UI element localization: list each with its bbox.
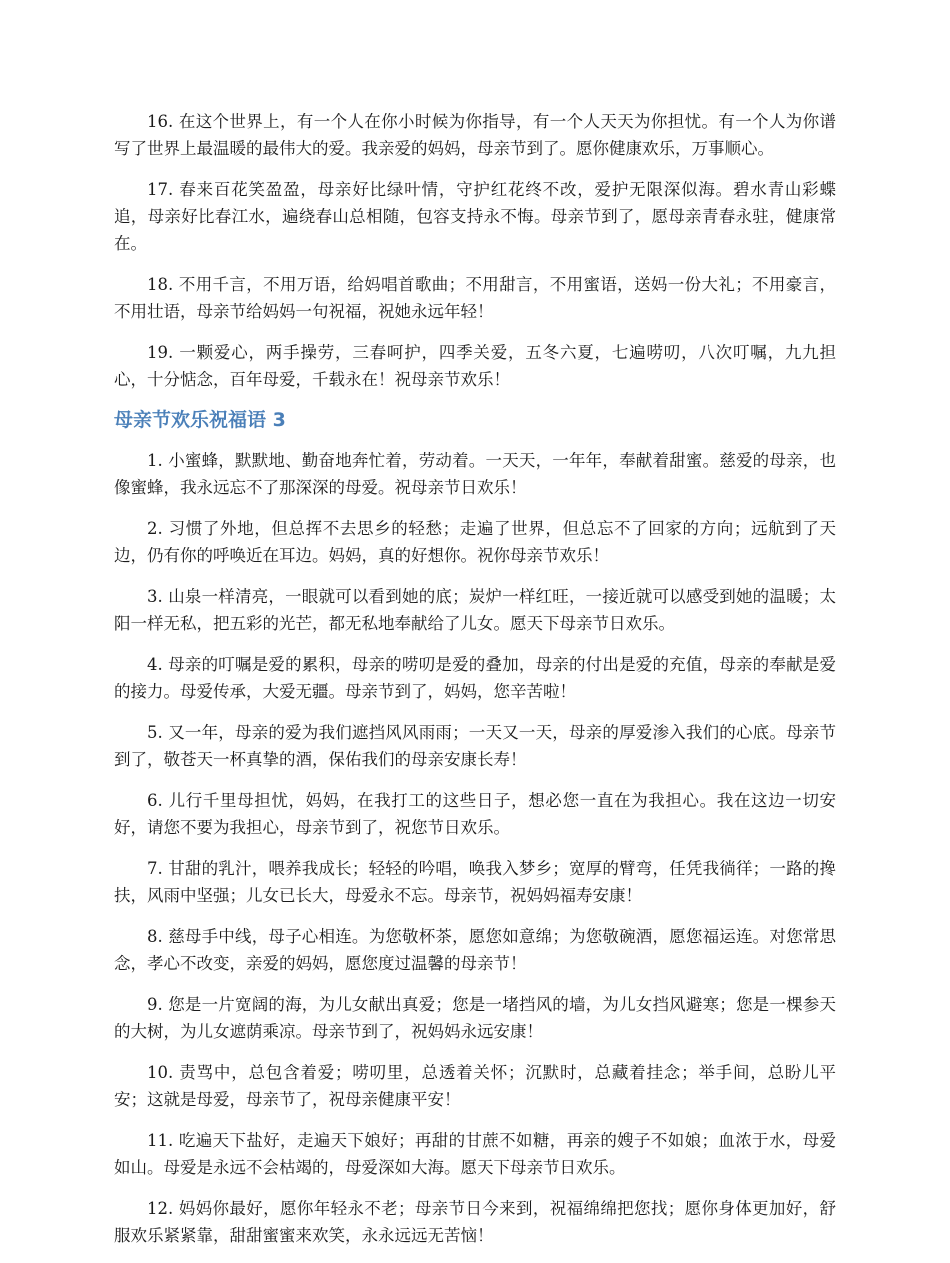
paragraph-17: 17. 春来百花笑盈盈，母亲好比绿叶情，守护红花终不改，爱护无限深似海。碧水青山彩蝶追，母亲好比春江水，遍绕春山总相随，包容支持永不悔。母亲节到了，愿母亲青春永驻，健康常在。: [114, 180, 836, 253]
paragraph-16: 16. 在这个世界上，有一个人在你小时候为你指导，有一个人天天为你担忧。有一个人为你谱写了世界上最温暖的最伟大的爱。我亲爱的妈妈，母亲节到了。愿你健康欢乐，万事顺心。: [114, 112, 836, 158]
paragraph-12: 12. 妈妈你最好，愿你年轻永不老；母亲节日今来到，祝福绵绵把您找；愿你身体更加好，舒服欢乐紧紧靠，甜甜蜜蜜来欢笑，永永远远无苦恼！: [114, 1199, 836, 1245]
paragraph-7: 7. 甘甜的乳汁，喂养我成长；轻轻的吟唱，唤我入梦乡；宽厚的臂弯，任凭我徜徉；一路的搀扶，风雨中坚强；儿女已长大，母爱永不忘。母亲节，祝妈妈福寿安康！: [114, 859, 836, 905]
paragraph-19: 19. 一颗爱心，两手操劳，三春呵护，四季关爱，五冬六夏，七遍唠叨，八次叮嘱，九九担心，十分惦念，百年母爱，千载永在！祝母亲节欢乐！: [114, 343, 836, 389]
paragraph-10: 10. 责骂中，总包含着爱；唠叨里，总透着关怀；沉默时，总藏着挂念；举手间，总盼儿平安；这就是母爱，母亲节了，祝母亲健康平安！: [114, 1063, 836, 1109]
paragraph-1: 1. 小蜜蜂，默默地、勤奋地奔忙着，劳动着。一天天，一年年，奉献着甜蜜。慈爱的母亲，也像蜜蜂，我永远忘不了那深深的母爱。祝母亲节日欢乐！: [114, 451, 836, 497]
paragraph-5: 5. 又一年，母亲的爱为我们遮挡风风雨雨；一天又一天，母亲的厚爱渗入我们的心底。母亲节到了，敬苍天一杯真挚的酒，保佑我们的母亲安康长寿！: [114, 723, 836, 769]
paragraph-18: 18. 不用千言，不用万语，给妈唱首歌曲；不用甜言，不用蜜语，送妈一份大礼；不用豪言，不用壮语，母亲节给妈妈一句祝福，祝她永远年轻！: [114, 275, 836, 321]
paragraph-8: 8. 慈母手中线，母子心相连。为您敬杯茶，愿您如意绵；为您敬碗酒，愿您福运连。对您常思念，孝心不改变，亲爱的妈妈，愿您度过温馨的母亲节！: [114, 927, 836, 973]
paragraph-11: 11. 吃遍天下盐好，走遍天下娘好；再甜的甘蔗不如糖，再亲的嫂子不如娘；血浓于水，母爱如山。母爱是永远不会枯竭的，母爱深如大海。愿天下母亲节日欢乐。: [114, 1131, 836, 1177]
paragraph-9: 9. 您是一片宽阔的海，为儿女献出真爱；您是一堵挡风的墙，为儿女挡风避寒；您是一棵参天的大树，为儿女遮荫乘凉。母亲节到了，祝妈妈永远安康！: [114, 995, 836, 1041]
paragraph-3: 3. 山泉一样清亮，一眼就可以看到她的底；炭炉一样红旺，一接近就可以感受到她的温暖；太阳一样无私，把五彩的光芒，都无私地奉献给了儿女。愿天下母亲节日欢乐。: [114, 587, 836, 633]
paragraph-2: 2. 习惯了外地，但总挥不去思乡的轻愁；走遍了世界，但总忘不了回家的方向；远航到了天边，仍有你的呼唤近在耳边。妈妈，真的好想你。祝你母亲节欢乐！: [114, 519, 836, 565]
paragraph-6: 6. 儿行千里母担忧，妈妈，在我打工的这些日子，想必您一直在为我担心。我在这边一切安好，请您不要为我担心，母亲节到了，祝您节日欢乐。: [114, 791, 836, 837]
document-page: [114, 108, 836, 1263]
section-heading: 母亲节欢乐祝福语 3: [114, 409, 286, 431]
paragraph-4: 4. 母亲的叮嘱是爱的累积，母亲的唠叨是爱的叠加，母亲的付出是爱的充值，母亲的奉献是爱的接力。母爱传承，大爱无疆。母亲节到了，妈妈，您辛苦啦！: [114, 655, 836, 701]
